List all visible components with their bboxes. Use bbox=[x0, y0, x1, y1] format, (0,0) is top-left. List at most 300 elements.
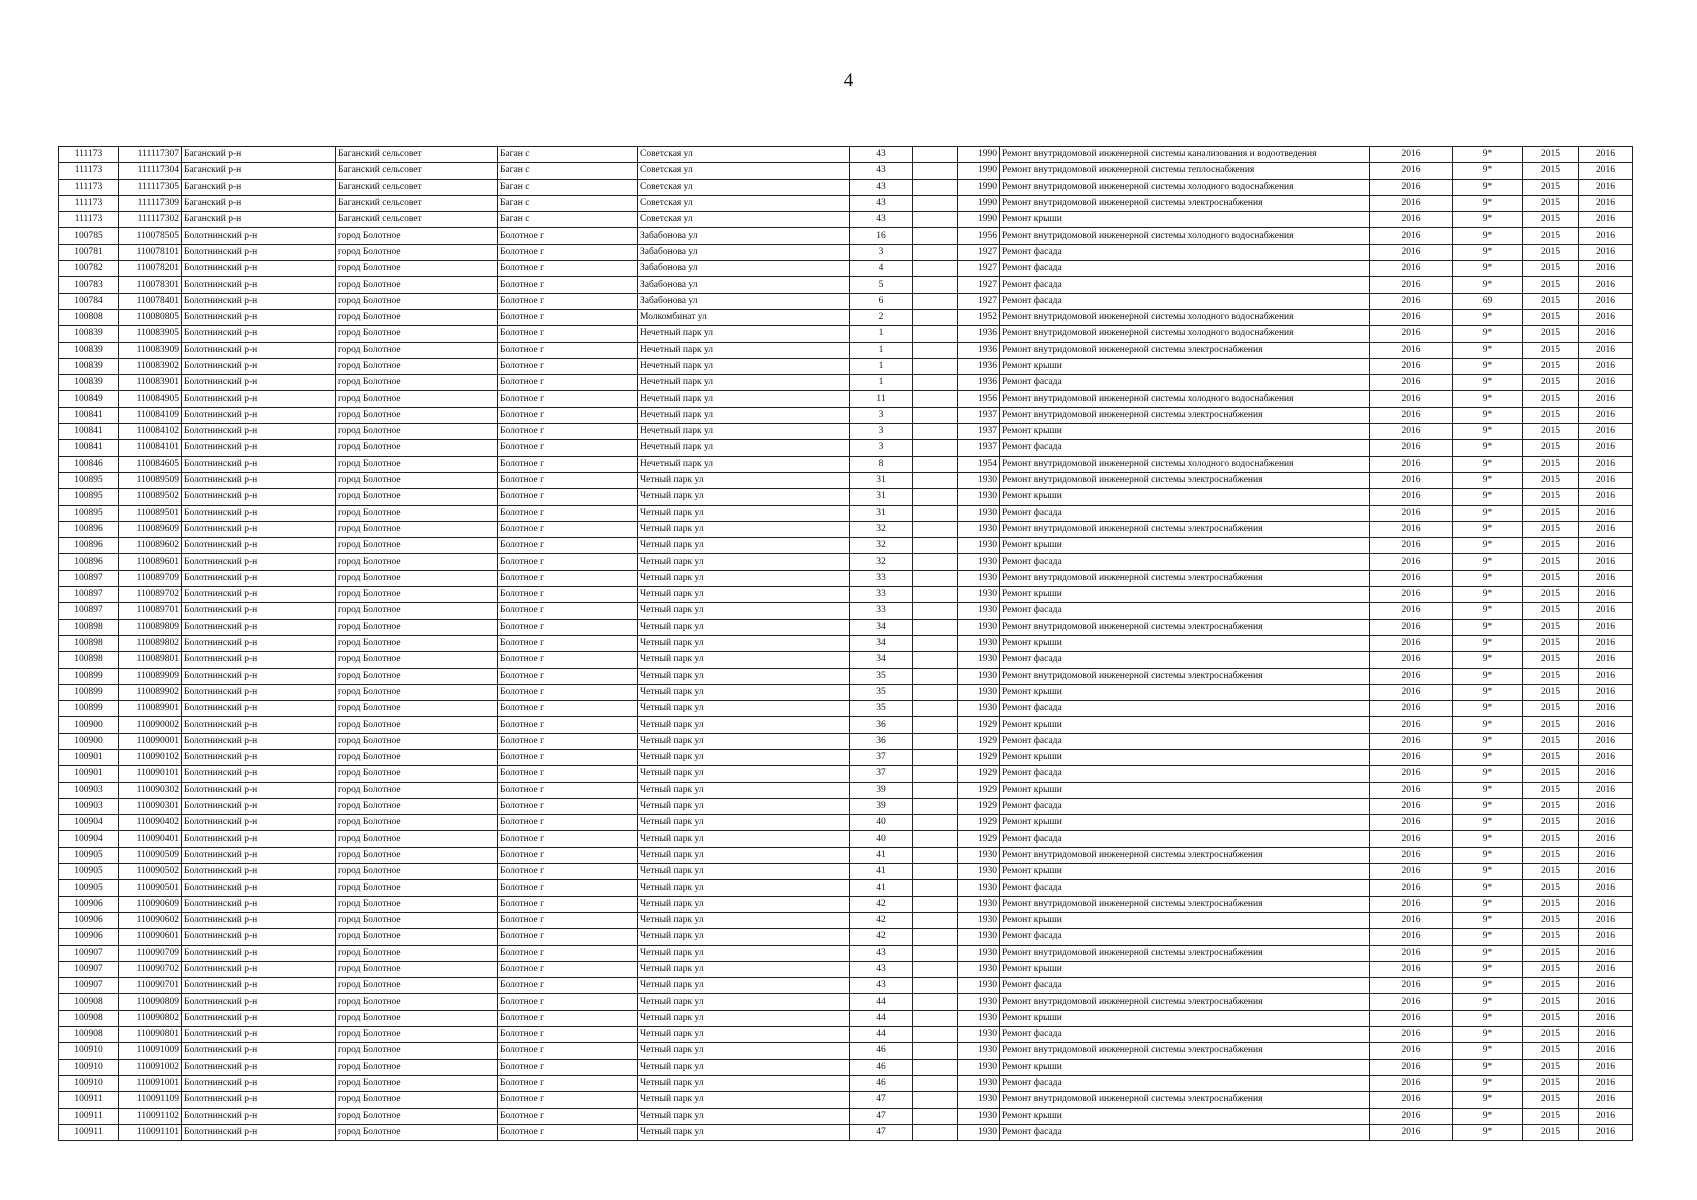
table-row bbox=[59, 912, 1633, 928]
cell-plan-year: 2016 bbox=[1370, 489, 1453, 505]
cell-note: 9* bbox=[1453, 733, 1523, 749]
cell-building bbox=[913, 195, 958, 211]
cell-start-year: 2015 bbox=[1523, 749, 1579, 765]
cell-start-year: 2015 bbox=[1523, 1075, 1579, 1091]
cell-plan-year: 2016 bbox=[1370, 847, 1453, 863]
cell-plan-year: 2016 bbox=[1370, 652, 1453, 668]
cell-settlement: Болотное г bbox=[498, 994, 638, 1010]
cell-settlement: Болотное г bbox=[498, 749, 638, 765]
cell-street: Четный парк ул bbox=[638, 538, 850, 554]
cell-plan-year: 2016 bbox=[1370, 994, 1453, 1010]
cell-settlement: Болотное г bbox=[498, 587, 638, 603]
cell-plan-year: 2016 bbox=[1370, 961, 1453, 977]
cell-work-type: Ремонт фасада bbox=[1000, 1124, 1370, 1140]
cell-settlement: Болотное г bbox=[498, 1027, 638, 1043]
table-row bbox=[59, 538, 1633, 554]
cell-street: Четный парк ул bbox=[638, 472, 850, 488]
cell-settlement: Болотное г bbox=[498, 1043, 638, 1059]
cell-street: Четный парк ул bbox=[638, 994, 850, 1010]
cell-house-number: 1 bbox=[850, 375, 913, 391]
cell-start-year: 2015 bbox=[1523, 456, 1579, 472]
cell-start-year: 2015 bbox=[1523, 358, 1579, 374]
cell-municipality: город Болотное bbox=[336, 1010, 498, 1026]
cell-district: Болотнинский р-н bbox=[182, 521, 336, 537]
cell-built-year: 1936 bbox=[958, 375, 1000, 391]
cell-work-code: 110090502 bbox=[119, 864, 182, 880]
cell-settlement: Болотное г bbox=[498, 978, 638, 994]
cell-district: Болотнинский р-н bbox=[182, 717, 336, 733]
table-row bbox=[59, 212, 1633, 228]
cell-house-id: 100896 bbox=[59, 554, 119, 570]
table-row bbox=[59, 945, 1633, 961]
cell-district: Болотнинский р-н bbox=[182, 701, 336, 717]
cell-work-code: 110089701 bbox=[119, 603, 182, 619]
cell-end-year: 2016 bbox=[1579, 440, 1633, 456]
cell-note: 9* bbox=[1453, 179, 1523, 195]
cell-district: Болотнинский р-н bbox=[182, 880, 336, 896]
cell-built-year: 1927 bbox=[958, 277, 1000, 293]
cell-built-year: 1930 bbox=[958, 570, 1000, 586]
cell-work-code: 110090609 bbox=[119, 896, 182, 912]
cell-district: Болотнинский р-н bbox=[182, 929, 336, 945]
cell-built-year: 1990 bbox=[958, 212, 1000, 228]
table-row bbox=[59, 326, 1633, 342]
cell-street: Четный парк ул bbox=[638, 717, 850, 733]
cell-house-id: 100906 bbox=[59, 929, 119, 945]
cell-note: 9* bbox=[1453, 244, 1523, 260]
cell-work-code: 111117307 bbox=[119, 147, 182, 163]
cell-settlement: Болотное г bbox=[498, 472, 638, 488]
cell-built-year: 1956 bbox=[958, 228, 1000, 244]
cell-municipality: город Болотное bbox=[336, 945, 498, 961]
cell-municipality: город Болотное bbox=[336, 1124, 498, 1140]
cell-work-code: 110090809 bbox=[119, 994, 182, 1010]
table-row bbox=[59, 652, 1633, 668]
cell-plan-year: 2016 bbox=[1370, 1108, 1453, 1124]
cell-municipality: город Болотное bbox=[336, 407, 498, 423]
table-row bbox=[59, 440, 1633, 456]
cell-municipality: город Болотное bbox=[336, 587, 498, 603]
cell-built-year: 1929 bbox=[958, 782, 1000, 798]
cell-plan-year: 2016 bbox=[1370, 864, 1453, 880]
table-row bbox=[59, 831, 1633, 847]
cell-start-year: 2015 bbox=[1523, 603, 1579, 619]
cell-house-number: 35 bbox=[850, 701, 913, 717]
cell-settlement: Болотное г bbox=[498, 1092, 638, 1108]
cell-house-id: 100782 bbox=[59, 261, 119, 277]
cell-house-number: 43 bbox=[850, 147, 913, 163]
cell-start-year: 2015 bbox=[1523, 701, 1579, 717]
table-row bbox=[59, 847, 1633, 863]
cell-settlement: Болотное г bbox=[498, 326, 638, 342]
cell-work-type: Ремонт внутридомовой инженерной системы канализования и водоотведения bbox=[1000, 147, 1370, 163]
cell-house-id: 100897 bbox=[59, 587, 119, 603]
cell-built-year: 1937 bbox=[958, 424, 1000, 440]
cell-house-id: 100896 bbox=[59, 521, 119, 537]
cell-district: Болотнинский р-н bbox=[182, 505, 336, 521]
cell-note: 9* bbox=[1453, 1124, 1523, 1140]
cell-work-code: 110091109 bbox=[119, 1092, 182, 1108]
cell-work-type: Ремонт внутридомовой инженерной системы электроснабжения bbox=[1000, 994, 1370, 1010]
cell-district: Болотнинский р-н bbox=[182, 1108, 336, 1124]
cell-note: 9* bbox=[1453, 815, 1523, 831]
cell-note: 9* bbox=[1453, 652, 1523, 668]
cell-built-year: 1929 bbox=[958, 798, 1000, 814]
cell-district: Болотнинский р-н bbox=[182, 440, 336, 456]
cell-house-id: 100895 bbox=[59, 489, 119, 505]
cell-street: Советская ул bbox=[638, 179, 850, 195]
cell-building bbox=[913, 619, 958, 635]
cell-municipality: Баганский сельсовет bbox=[336, 163, 498, 179]
cell-work-code: 110090802 bbox=[119, 1010, 182, 1026]
cell-house-number: 33 bbox=[850, 587, 913, 603]
cell-house-number: 6 bbox=[850, 293, 913, 309]
cell-work-code: 110078301 bbox=[119, 277, 182, 293]
cell-settlement: Болотное г bbox=[498, 782, 638, 798]
cell-end-year: 2016 bbox=[1579, 733, 1633, 749]
cell-work-type: Ремонт внутридомовой инженерной системы холодного водоснабжения bbox=[1000, 456, 1370, 472]
cell-work-code: 111117309 bbox=[119, 195, 182, 211]
cell-municipality: город Болотное bbox=[336, 375, 498, 391]
cell-note: 9* bbox=[1453, 472, 1523, 488]
cell-plan-year: 2016 bbox=[1370, 440, 1453, 456]
cell-built-year: 1929 bbox=[958, 733, 1000, 749]
cell-built-year: 1929 bbox=[958, 749, 1000, 765]
cell-note: 9* bbox=[1453, 375, 1523, 391]
cell-built-year: 1930 bbox=[958, 684, 1000, 700]
cell-house-id: 100910 bbox=[59, 1059, 119, 1075]
cell-built-year: 1936 bbox=[958, 342, 1000, 358]
cell-district: Болотнинский р-н bbox=[182, 1010, 336, 1026]
cell-work-type: Ремонт крыши bbox=[1000, 1010, 1370, 1026]
cell-work-code: 110089802 bbox=[119, 635, 182, 651]
cell-work-type: Ремонт внутридомовой инженерной системы электроснабжения bbox=[1000, 945, 1370, 961]
cell-start-year: 2015 bbox=[1523, 652, 1579, 668]
cell-plan-year: 2016 bbox=[1370, 147, 1453, 163]
cell-street: Забабонова ул bbox=[638, 244, 850, 260]
cell-end-year: 2016 bbox=[1579, 472, 1633, 488]
cell-note: 9* bbox=[1453, 1027, 1523, 1043]
cell-note: 9* bbox=[1453, 228, 1523, 244]
cell-building bbox=[913, 782, 958, 798]
cell-house-id: 100895 bbox=[59, 472, 119, 488]
cell-work-type: Ремонт внутридомовой инженерной системы электроснабжения bbox=[1000, 1092, 1370, 1108]
cell-municipality: город Болотное bbox=[336, 440, 498, 456]
cell-end-year: 2016 bbox=[1579, 1059, 1633, 1075]
cell-work-code: 110089809 bbox=[119, 619, 182, 635]
cell-end-year: 2016 bbox=[1579, 766, 1633, 782]
cell-plan-year: 2016 bbox=[1370, 244, 1453, 260]
cell-municipality: город Болотное bbox=[336, 798, 498, 814]
cell-building bbox=[913, 358, 958, 374]
cell-municipality: город Болотное bbox=[336, 456, 498, 472]
cell-municipality: город Болотное bbox=[336, 896, 498, 912]
cell-district: Болотнинский р-н bbox=[182, 912, 336, 928]
table-row bbox=[59, 407, 1633, 423]
cell-municipality: город Болотное bbox=[336, 1027, 498, 1043]
cell-house-number: 41 bbox=[850, 864, 913, 880]
cell-house-number: 1 bbox=[850, 342, 913, 358]
cell-street: Советская ул bbox=[638, 212, 850, 228]
cell-district: Болотнинский р-н bbox=[182, 978, 336, 994]
cell-work-code: 111117302 bbox=[119, 212, 182, 228]
cell-work-type: Ремонт фасада bbox=[1000, 505, 1370, 521]
cell-settlement: Болотное г bbox=[498, 961, 638, 977]
table-row bbox=[59, 766, 1633, 782]
cell-note: 9* bbox=[1453, 961, 1523, 977]
cell-district: Болотнинский р-н bbox=[182, 994, 336, 1010]
cell-house-number: 3 bbox=[850, 407, 913, 423]
cell-house-number: 43 bbox=[850, 978, 913, 994]
cell-building bbox=[913, 277, 958, 293]
cell-work-code: 110078201 bbox=[119, 261, 182, 277]
cell-start-year: 2015 bbox=[1523, 635, 1579, 651]
table-row bbox=[59, 717, 1633, 733]
cell-house-id: 100846 bbox=[59, 456, 119, 472]
cell-settlement: Болотное г bbox=[498, 570, 638, 586]
cell-built-year: 1930 bbox=[958, 554, 1000, 570]
cell-work-code: 110090702 bbox=[119, 961, 182, 977]
cell-street: Четный парк ул bbox=[638, 929, 850, 945]
cell-start-year: 2015 bbox=[1523, 1043, 1579, 1059]
cell-work-type: Ремонт внутридомовой инженерной системы электроснабжения bbox=[1000, 195, 1370, 211]
cell-built-year: 1930 bbox=[958, 961, 1000, 977]
cell-house-id: 100908 bbox=[59, 1027, 119, 1043]
cell-note: 9* bbox=[1453, 603, 1523, 619]
cell-house-number: 16 bbox=[850, 228, 913, 244]
cell-settlement: Баган с bbox=[498, 147, 638, 163]
registry-table bbox=[58, 146, 1633, 1141]
cell-note: 9* bbox=[1453, 668, 1523, 684]
table-row bbox=[59, 864, 1633, 880]
cell-end-year: 2016 bbox=[1579, 163, 1633, 179]
cell-work-code: 110083902 bbox=[119, 358, 182, 374]
cell-note: 9* bbox=[1453, 798, 1523, 814]
cell-settlement: Болотное г bbox=[498, 521, 638, 537]
cell-built-year: 1952 bbox=[958, 309, 1000, 325]
cell-work-type: Ремонт фасада bbox=[1000, 261, 1370, 277]
cell-house-id: 100781 bbox=[59, 244, 119, 260]
cell-built-year: 1956 bbox=[958, 391, 1000, 407]
cell-end-year: 2016 bbox=[1579, 1043, 1633, 1059]
cell-start-year: 2015 bbox=[1523, 847, 1579, 863]
cell-house-number: 43 bbox=[850, 195, 913, 211]
cell-municipality: город Болотное bbox=[336, 1043, 498, 1059]
table-row bbox=[59, 391, 1633, 407]
cell-street: Нечетный парк ул bbox=[638, 424, 850, 440]
cell-work-code: 110091002 bbox=[119, 1059, 182, 1075]
cell-work-type: Ремонт внутридомовой инженерной системы электроснабжения bbox=[1000, 1043, 1370, 1059]
cell-note: 9* bbox=[1453, 782, 1523, 798]
cell-house-id: 100901 bbox=[59, 766, 119, 782]
cell-house-number: 34 bbox=[850, 619, 913, 635]
cell-street: Нечетный парк ул bbox=[638, 391, 850, 407]
cell-end-year: 2016 bbox=[1579, 326, 1633, 342]
cell-municipality: город Болотное bbox=[336, 277, 498, 293]
cell-house-id: 100899 bbox=[59, 701, 119, 717]
cell-work-type: Ремонт крыши bbox=[1000, 749, 1370, 765]
cell-start-year: 2015 bbox=[1523, 391, 1579, 407]
cell-end-year: 2016 bbox=[1579, 945, 1633, 961]
cell-note: 9* bbox=[1453, 489, 1523, 505]
cell-end-year: 2016 bbox=[1579, 489, 1633, 505]
cell-work-code: 110078101 bbox=[119, 244, 182, 260]
cell-house-id: 100898 bbox=[59, 635, 119, 651]
cell-district: Болотнинский р-н bbox=[182, 619, 336, 635]
cell-district: Болотнинский р-н bbox=[182, 1027, 336, 1043]
cell-street: Четный парк ул bbox=[638, 733, 850, 749]
cell-built-year: 1930 bbox=[958, 619, 1000, 635]
cell-district: Болотнинский р-н bbox=[182, 293, 336, 309]
cell-plan-year: 2016 bbox=[1370, 277, 1453, 293]
cell-plan-year: 2016 bbox=[1370, 472, 1453, 488]
cell-municipality: город Болотное bbox=[336, 652, 498, 668]
cell-end-year: 2016 bbox=[1579, 1075, 1633, 1091]
cell-house-number: 32 bbox=[850, 538, 913, 554]
cell-municipality: город Болотное bbox=[336, 815, 498, 831]
cell-work-type: Ремонт крыши bbox=[1000, 815, 1370, 831]
cell-plan-year: 2016 bbox=[1370, 293, 1453, 309]
cell-house-id: 100903 bbox=[59, 782, 119, 798]
cell-building bbox=[913, 228, 958, 244]
cell-street: Четный парк ул bbox=[638, 652, 850, 668]
cell-building bbox=[913, 815, 958, 831]
cell-work-code: 110089909 bbox=[119, 668, 182, 684]
cell-work-code: 110090302 bbox=[119, 782, 182, 798]
cell-plan-year: 2016 bbox=[1370, 1043, 1453, 1059]
cell-municipality: город Болотное bbox=[336, 635, 498, 651]
cell-house-id: 100839 bbox=[59, 342, 119, 358]
cell-house-id: 111173 bbox=[59, 179, 119, 195]
cell-settlement: Болотное г bbox=[498, 228, 638, 244]
cell-municipality: город Болотное bbox=[336, 538, 498, 554]
cell-built-year: 1990 bbox=[958, 147, 1000, 163]
cell-end-year: 2016 bbox=[1579, 815, 1633, 831]
cell-note: 9* bbox=[1453, 587, 1523, 603]
cell-building bbox=[913, 440, 958, 456]
cell-plan-year: 2016 bbox=[1370, 1075, 1453, 1091]
cell-house-id: 100910 bbox=[59, 1043, 119, 1059]
cell-building bbox=[913, 1027, 958, 1043]
cell-street: Четный парк ул bbox=[638, 603, 850, 619]
cell-building bbox=[913, 587, 958, 603]
cell-start-year: 2015 bbox=[1523, 505, 1579, 521]
cell-building bbox=[913, 326, 958, 342]
cell-work-type: Ремонт фасада bbox=[1000, 293, 1370, 309]
cell-plan-year: 2016 bbox=[1370, 978, 1453, 994]
cell-municipality: город Болотное bbox=[336, 521, 498, 537]
cell-work-code: 110089502 bbox=[119, 489, 182, 505]
cell-note: 9* bbox=[1453, 1043, 1523, 1059]
cell-house-number: 44 bbox=[850, 1027, 913, 1043]
cell-street: Четный парк ул bbox=[638, 1124, 850, 1140]
cell-plan-year: 2016 bbox=[1370, 358, 1453, 374]
table-row bbox=[59, 749, 1633, 765]
cell-settlement: Болотное г bbox=[498, 847, 638, 863]
cell-house-id: 100911 bbox=[59, 1092, 119, 1108]
cell-note: 9* bbox=[1453, 880, 1523, 896]
cell-settlement: Болотное г bbox=[498, 456, 638, 472]
cell-note: 9* bbox=[1453, 212, 1523, 228]
cell-start-year: 2015 bbox=[1523, 424, 1579, 440]
table-row bbox=[59, 880, 1633, 896]
cell-work-code: 111117304 bbox=[119, 163, 182, 179]
cell-house-id: 100898 bbox=[59, 652, 119, 668]
table-row bbox=[59, 782, 1633, 798]
cell-work-type: Ремонт внутридомовой инженерной системы теплоснабжения bbox=[1000, 163, 1370, 179]
cell-plan-year: 2016 bbox=[1370, 831, 1453, 847]
cell-work-type: Ремонт внутридомовой инженерной системы электроснабжения bbox=[1000, 342, 1370, 358]
cell-house-number: 46 bbox=[850, 1043, 913, 1059]
cell-street: Четный парк ул bbox=[638, 570, 850, 586]
cell-settlement: Болотное г bbox=[498, 652, 638, 668]
cell-end-year: 2016 bbox=[1579, 635, 1633, 651]
cell-work-type: Ремонт крыши bbox=[1000, 489, 1370, 505]
table-row bbox=[59, 1092, 1633, 1108]
cell-note: 9* bbox=[1453, 945, 1523, 961]
cell-start-year: 2015 bbox=[1523, 815, 1579, 831]
cell-house-number: 3 bbox=[850, 244, 913, 260]
cell-municipality: город Болотное bbox=[336, 391, 498, 407]
cell-work-type: Ремонт крыши bbox=[1000, 587, 1370, 603]
cell-start-year: 2015 bbox=[1523, 375, 1579, 391]
cell-house-number: 44 bbox=[850, 1010, 913, 1026]
cell-built-year: 1930 bbox=[958, 1043, 1000, 1059]
cell-start-year: 2015 bbox=[1523, 407, 1579, 423]
cell-start-year: 2015 bbox=[1523, 228, 1579, 244]
cell-built-year: 1990 bbox=[958, 195, 1000, 211]
cell-settlement: Болотное г bbox=[498, 766, 638, 782]
cell-house-number: 33 bbox=[850, 570, 913, 586]
cell-note: 9* bbox=[1453, 407, 1523, 423]
cell-note: 9* bbox=[1453, 147, 1523, 163]
cell-house-id: 100904 bbox=[59, 815, 119, 831]
cell-street: Четный парк ул bbox=[638, 1043, 850, 1059]
cell-settlement: Болотное г bbox=[498, 375, 638, 391]
cell-start-year: 2015 bbox=[1523, 1092, 1579, 1108]
cell-note: 9* bbox=[1453, 684, 1523, 700]
cell-settlement: Болотное г bbox=[498, 684, 638, 700]
cell-municipality: город Болотное bbox=[336, 261, 498, 277]
cell-district: Болотнинский р-н bbox=[182, 896, 336, 912]
cell-work-type: Ремонт фасада bbox=[1000, 701, 1370, 717]
cell-work-code: 110089609 bbox=[119, 521, 182, 537]
cell-built-year: 1930 bbox=[958, 489, 1000, 505]
cell-street: Нечетный парк ул bbox=[638, 440, 850, 456]
cell-street: Четный парк ул bbox=[638, 864, 850, 880]
cell-note: 9* bbox=[1453, 635, 1523, 651]
cell-plan-year: 2016 bbox=[1370, 261, 1453, 277]
cell-district: Баганский р-н bbox=[182, 163, 336, 179]
cell-settlement: Болотное г bbox=[498, 342, 638, 358]
cell-end-year: 2016 bbox=[1579, 179, 1633, 195]
cell-house-number: 43 bbox=[850, 212, 913, 228]
cell-built-year: 1927 bbox=[958, 293, 1000, 309]
cell-building bbox=[913, 521, 958, 537]
cell-work-code: 110091102 bbox=[119, 1108, 182, 1124]
cell-house-id: 100905 bbox=[59, 880, 119, 896]
cell-house-number: 35 bbox=[850, 668, 913, 684]
cell-house-number: 43 bbox=[850, 945, 913, 961]
cell-street: Четный парк ул bbox=[638, 554, 850, 570]
cell-work-type: Ремонт внутридомовой инженерной системы холодного водоснабжения bbox=[1000, 391, 1370, 407]
cell-street: Четный парк ул bbox=[638, 635, 850, 651]
table-row bbox=[59, 293, 1633, 309]
cell-work-type: Ремонт крыши bbox=[1000, 864, 1370, 880]
cell-work-code: 110084102 bbox=[119, 424, 182, 440]
cell-settlement: Болотное г bbox=[498, 1010, 638, 1026]
cell-built-year: 1990 bbox=[958, 163, 1000, 179]
